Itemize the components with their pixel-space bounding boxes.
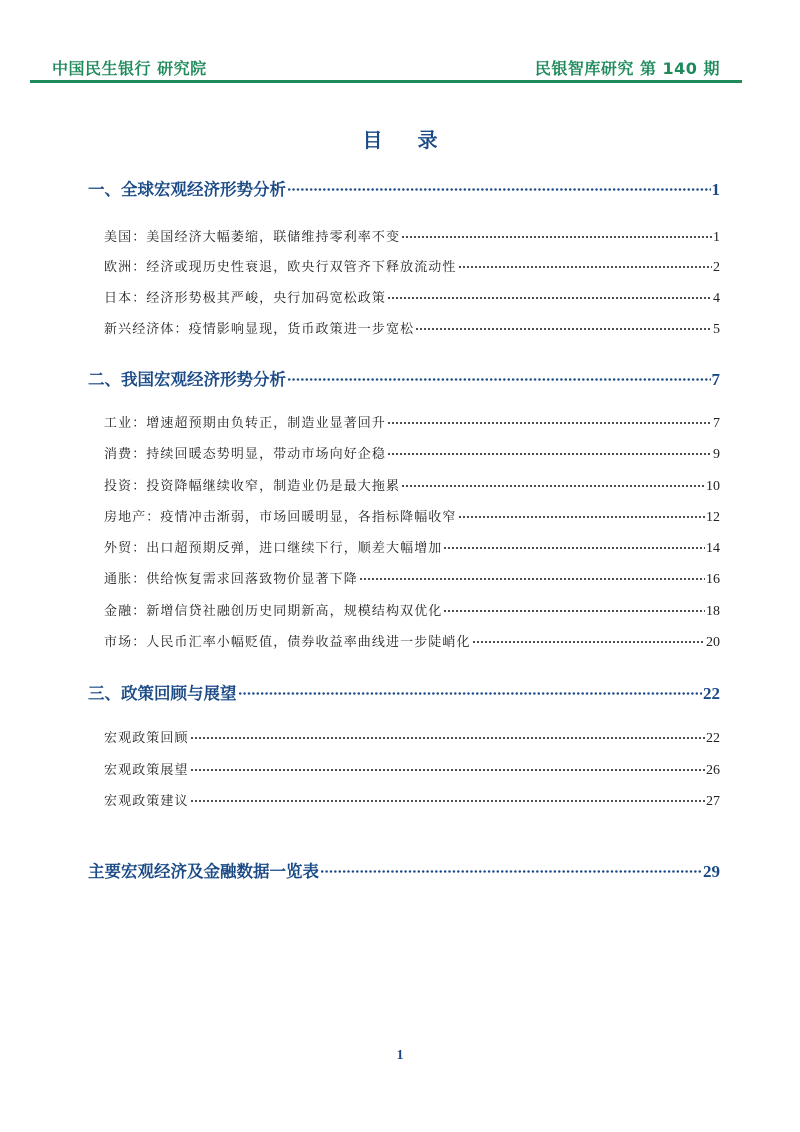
toc-item-title: 欧洲：经济或现历史性衰退，欧央行双管齐下释放流动性 <box>104 260 457 275</box>
toc-section-title: 主要宏观经济及金融数据一览表 <box>88 862 319 881</box>
toc-leader-dots <box>190 769 705 771</box>
toc-item[interactable] <box>104 631 720 651</box>
toc-leader-dots <box>401 485 705 487</box>
toc-item[interactable] <box>104 412 720 432</box>
toc-item[interactable] <box>104 287 720 307</box>
toc-section-page: 1 <box>711 180 720 199</box>
toc-leader-dots <box>359 578 705 580</box>
toc-item-title: 新兴经济体：疫情影响显现，货币政策进一步宽松 <box>104 322 415 337</box>
toc-item[interactable] <box>104 568 720 588</box>
toc-section-page: 22 <box>703 684 720 703</box>
toc-item-page: 4 <box>713 291 720 306</box>
toc-leader-dots <box>387 422 712 424</box>
toc-item-title: 房地产：疫情冲击渐弱，市场回暖明显，各指标降幅收窄 <box>104 510 457 525</box>
toc-item[interactable] <box>104 759 720 779</box>
toc-item-title: 外贸：出口超预期反弹，进口继续下行，顺差大幅增加 <box>104 541 443 556</box>
toc-item-page: 5 <box>713 322 720 337</box>
toc-leader-dots <box>458 266 712 268</box>
toc-item-title: 宏观政策展望 <box>104 763 189 778</box>
toc-section-title: 一、全球宏观经济形势分析 <box>88 180 286 199</box>
toc-item[interactable] <box>104 256 720 276</box>
toc-item-page: 1 <box>713 230 720 245</box>
toc-leader-dots <box>387 297 712 299</box>
toc-section-appendix[interactable] <box>88 858 720 882</box>
toc-item-page: 14 <box>706 541 720 556</box>
toc-item[interactable] <box>104 727 720 747</box>
toc-leader-dots <box>287 188 711 191</box>
page-number: 1 <box>396 1048 404 1063</box>
toc-item-title: 投资：投资降幅继续收窄，制造业仍是最大拖累 <box>104 479 401 494</box>
toc-item-page: 18 <box>706 604 720 619</box>
toc-item[interactable] <box>104 537 720 557</box>
toc-item-title: 日本：经济形势极其严峻，央行加码宽松政策 <box>104 291 387 306</box>
toc-item-title: 工业：增速超预期由负转正，制造业显著回升 <box>104 416 387 431</box>
toc-item-page: 16 <box>706 572 720 587</box>
toc-item-title: 美国：美国经济大幅萎缩，联储维持零利率不变 <box>104 230 401 245</box>
toc-section-1[interactable] <box>88 176 720 200</box>
toc-section-3[interactable] <box>88 680 720 704</box>
toc-leader-dots <box>190 737 705 739</box>
toc-item[interactable] <box>104 475 720 495</box>
toc-item-title: 市场：人民币汇率小幅贬值，债券收益率曲线进一步陡峭化 <box>104 635 471 650</box>
toc-item-title: 金融：新增信贷社融创历史同期新高，规模结构双优化 <box>104 604 443 619</box>
toc-item-page: 27 <box>706 794 720 809</box>
toc-item[interactable] <box>104 226 720 246</box>
header-series: 民银智库研究 第 140 期 <box>534 59 720 78</box>
toc-item-title: 通胀：供给恢复需求回落致物价显著下降 <box>104 572 358 587</box>
toc-section-2[interactable] <box>88 366 720 390</box>
toc-item[interactable] <box>104 443 720 463</box>
toc-leader-dots <box>458 516 705 518</box>
toc-item[interactable] <box>104 318 720 338</box>
toc-leader-dots <box>320 870 702 873</box>
toc-item[interactable] <box>104 506 720 526</box>
toc-item-page: 20 <box>706 635 720 650</box>
toc-item-title: 宏观政策回顾 <box>104 731 189 746</box>
toc-leader-dots <box>387 453 712 455</box>
toc-section-title: 三、政策回顾与展望 <box>88 684 237 703</box>
toc-item-page: 26 <box>706 763 720 778</box>
toc-title: 目 录 <box>362 128 452 152</box>
toc-leader-dots <box>401 236 712 238</box>
toc-item-page: 9 <box>713 447 720 462</box>
header-rule <box>30 80 742 83</box>
header-org: 中国民生银行 研究院 <box>52 59 207 78</box>
toc-item-page: 2 <box>713 260 720 275</box>
toc-leader-dots <box>238 692 703 695</box>
toc-leader-dots <box>190 800 705 802</box>
toc-section-page: 7 <box>711 370 720 389</box>
toc-item[interactable] <box>104 600 720 620</box>
toc-item-page: 7 <box>713 416 720 431</box>
toc-item-title: 宏观政策建议 <box>104 794 189 809</box>
toc-item-page: 12 <box>706 510 720 525</box>
toc-section-page: 29 <box>703 862 720 881</box>
toc-section-title: 二、我国宏观经济形势分析 <box>88 370 286 389</box>
toc-item-page: 22 <box>706 731 720 746</box>
toc-leader-dots <box>415 328 712 330</box>
toc-item-title: 消费：持续回暖态势明显，带动市场向好企稳 <box>104 447 387 462</box>
toc-item[interactable] <box>104 790 720 810</box>
toc-leader-dots <box>472 641 705 643</box>
toc-leader-dots <box>443 610 705 612</box>
toc-leader-dots <box>287 378 711 381</box>
toc-item-page: 10 <box>706 479 720 494</box>
toc-leader-dots <box>443 547 705 549</box>
